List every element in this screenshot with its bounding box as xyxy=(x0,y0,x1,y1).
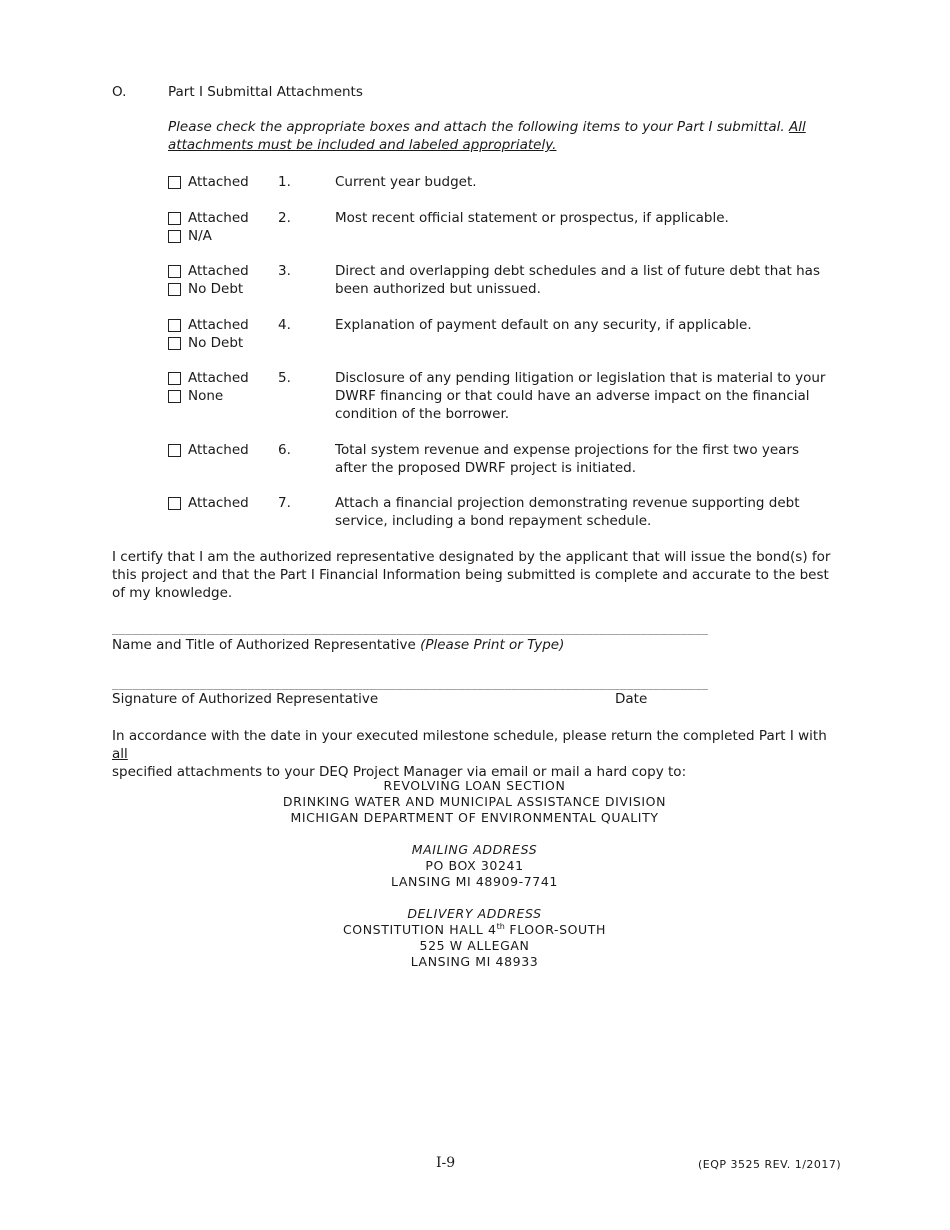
mailing-city: LANSING MI 48909-7741 xyxy=(391,874,558,889)
delivery-building-name: CONSTITUTION HALL 4 xyxy=(342,922,497,937)
date-label: Date xyxy=(615,691,648,707)
item-number: 1. xyxy=(278,174,291,190)
checkbox[interactable] xyxy=(168,337,181,350)
instructions xyxy=(168,118,808,154)
checkbox[interactable] xyxy=(168,497,181,510)
agency-department: MICHIGAN DEPARTMENT OF ENVIRONMENTAL QUALITY xyxy=(290,810,659,825)
form-id: (EQP 3525 REV. 1/2017) xyxy=(698,1158,842,1171)
instructions-underlined: All attachments must be included and labeled appropriately. xyxy=(168,119,806,153)
item-description: Attach a financial projection demonstrating revenue supporting debt service, including a bond repayment schedule. xyxy=(335,495,800,529)
checkbox[interactable] xyxy=(168,390,181,403)
attachment-options xyxy=(168,494,278,512)
attachment-option[interactable] xyxy=(168,387,278,405)
section-letter: O. xyxy=(112,84,127,100)
checkbox[interactable] xyxy=(168,444,181,457)
checkbox-label: Attached xyxy=(188,442,249,458)
checkbox[interactable] xyxy=(168,283,181,296)
attachment-options xyxy=(168,173,278,191)
checkbox-label: N/A xyxy=(188,228,212,244)
checkbox-label: Attached xyxy=(188,317,249,333)
attachment-options xyxy=(168,209,278,245)
signature-line[interactable]: ________________________________________________________________________________________ xyxy=(112,677,708,690)
signature-label: Signature of Authorized Representative xyxy=(112,691,379,707)
attachment-option[interactable] xyxy=(168,227,278,245)
item-description: Direct and overlapping debt schedules and a list of future debt that has been authorized but unissued. xyxy=(335,263,820,297)
checkbox[interactable] xyxy=(168,319,181,332)
certification-statement: I certify that I am the authorized representative designated by the applicant that will issue the bond(s) for this project and that the Part I Financial Information being submitted is complete and accurate to the best of my knowledge. xyxy=(112,549,831,601)
section-title: Part I Submittal Attachments xyxy=(168,84,363,100)
attachment-option[interactable] xyxy=(168,209,278,227)
agency-section: REVOLVING LOAN SECTION xyxy=(383,778,566,793)
delivery-building xyxy=(112,922,837,938)
attachment-option[interactable] xyxy=(168,334,278,352)
item-number: 2. xyxy=(278,210,291,226)
attachment-option[interactable] xyxy=(168,441,278,459)
mailing-address-heading: MAILING ADDRESS xyxy=(411,842,538,857)
delivery-address-heading: DELIVERY ADDRESS xyxy=(407,906,542,921)
attachment-option[interactable] xyxy=(168,173,278,191)
return-instructions-underlined: all xyxy=(112,746,128,762)
checkbox-label: No Debt xyxy=(188,335,244,351)
attachment-option[interactable] xyxy=(168,316,278,334)
checkbox-label: Attached xyxy=(188,370,249,386)
page-number: I-9 xyxy=(436,1155,456,1171)
item-number: 5. xyxy=(278,370,291,386)
item-number: 4. xyxy=(278,317,291,333)
attachment-options xyxy=(168,316,278,352)
checkbox[interactable] xyxy=(168,372,181,385)
checkbox-label: Attached xyxy=(188,210,249,226)
checkbox[interactable] xyxy=(168,230,181,243)
item-description: Most recent official statement or prospectus, if applicable. xyxy=(335,210,729,226)
attachment-option[interactable] xyxy=(168,280,278,298)
delivery-city: LANSING MI 48933 xyxy=(410,954,539,969)
name-signature-line[interactable]: ________________________________________________________________________________________ xyxy=(112,622,708,635)
agency-block xyxy=(112,778,837,826)
item-description: Total system revenue and expense projections for the first two years after the proposed DWRF project is initiated. xyxy=(335,442,800,476)
attachment-option[interactable] xyxy=(168,494,278,512)
name-title-text: Name and Title of Authorized Representative xyxy=(112,637,416,653)
attachment-options xyxy=(168,369,278,405)
item-description: Disclosure of any pending litigation or legislation that is material to your DWRF financing or that could have an adverse impact on the financial condition of the borrower. xyxy=(335,370,826,422)
delivery-street: 525 W ALLEGAN xyxy=(419,938,530,953)
mailing-address-block xyxy=(112,842,837,890)
delivery-floor-sup: th xyxy=(496,921,505,931)
item-description: Current year budget. xyxy=(335,174,477,190)
checkbox[interactable] xyxy=(168,176,181,189)
name-title-label xyxy=(112,637,564,653)
attachment-options xyxy=(168,441,278,459)
return-instructions-after: specified attachments to your DEQ Project Manager via email or mail a hard copy to: xyxy=(112,764,687,780)
attachment-option[interactable] xyxy=(168,262,278,280)
return-instructions xyxy=(112,727,842,781)
checkbox-label: Attached xyxy=(188,263,249,279)
return-instructions-before: In accordance with the date in your executed milestone schedule, please return the completed Part I with xyxy=(112,728,827,744)
delivery-address-block xyxy=(112,906,837,970)
checkbox-label: None xyxy=(188,388,224,404)
item-number: 6. xyxy=(278,442,291,458)
item-description: Explanation of payment default on any security, if applicable. xyxy=(335,317,752,333)
attachment-option[interactable] xyxy=(168,369,278,387)
delivery-floor: FLOOR-SOUTH xyxy=(504,922,607,937)
item-number: 7. xyxy=(278,495,291,511)
checkbox-label: Attached xyxy=(188,174,249,190)
checkbox[interactable] xyxy=(168,212,181,225)
mailing-po-box: PO BOX 30241 xyxy=(425,858,524,873)
attachment-options xyxy=(168,262,278,298)
checkbox-label: Attached xyxy=(188,495,249,511)
name-title-hint: (Please Print or Type) xyxy=(420,637,565,653)
item-number: 3. xyxy=(278,263,291,279)
checkbox[interactable] xyxy=(168,265,181,278)
checkbox-label: No Debt xyxy=(188,281,244,297)
instructions-text: Please check the appropriate boxes and attach the following items to your Part I submittal. xyxy=(168,119,785,135)
agency-division: DRINKING WATER AND MUNICIPAL ASSISTANCE DIVISION xyxy=(282,794,667,809)
